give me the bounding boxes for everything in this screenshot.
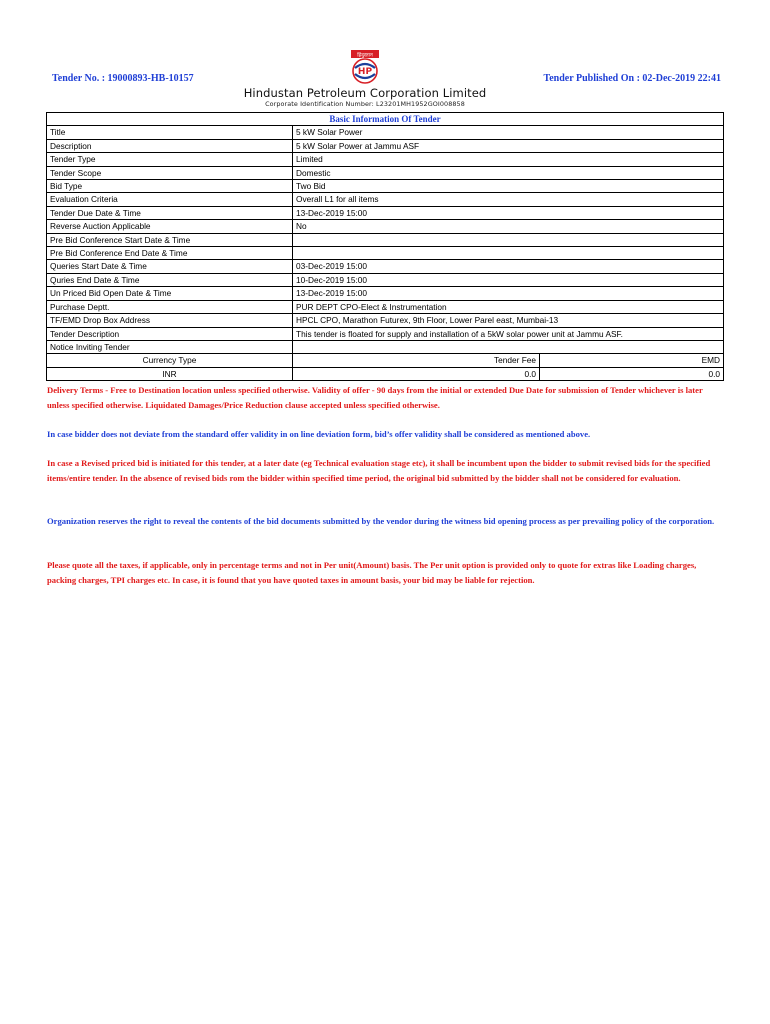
row-value: 5 kW Solar Power — [293, 126, 724, 139]
row-value: 5 kW Solar Power at Jammu ASF — [293, 139, 724, 152]
currency-type-header: Currency Type — [47, 354, 293, 367]
table-heading-row — [47, 113, 724, 126]
row-label: Tender Scope — [47, 166, 293, 179]
row-label: Purchase Deptt. — [47, 300, 293, 313]
table-row — [47, 247, 724, 260]
row-label: Notice Inviting Tender — [47, 340, 293, 353]
table-row — [47, 260, 724, 273]
row-value: 13-Dec-2019 15:00 — [293, 287, 724, 300]
logo-small-text: हिंदुस्तान — [357, 52, 373, 59]
table-row — [47, 193, 724, 206]
row-value — [293, 233, 724, 246]
table-row — [47, 300, 724, 313]
row-value: This tender is floated for supply and installation of a 5kW solar power unit at Jammu ASF. — [293, 327, 724, 340]
row-label: Queries Start Date & Time — [47, 260, 293, 273]
table-row — [47, 233, 724, 246]
emd-value: 0.0 — [540, 367, 724, 380]
row-value: Limited — [293, 153, 724, 166]
row-label: Un Priced Bid Open Date & Time — [47, 287, 293, 300]
table-row — [47, 314, 724, 327]
row-value: Domestic — [293, 166, 724, 179]
row-value: 13-Dec-2019 15:00 — [293, 206, 724, 219]
table-row — [47, 126, 724, 139]
row-value: 03-Dec-2019 15:00 — [293, 260, 724, 273]
tender-info-table — [46, 112, 724, 381]
taxes-note: Please quote all the taxes, if applicable, only in percentage terms and not in Per unit(Amount) basis. The Per unit option is provided only to quote for extras like Loading charges, packing charges, TPI charges etc. In case, it is found that you have quoted taxes in amount basis, your bid may be liable for rejection. — [47, 560, 697, 585]
table-row — [47, 327, 724, 340]
row-value: Two Bid — [293, 180, 724, 193]
row-value: 10-Dec-2019 15:00 — [293, 273, 724, 286]
table-row — [47, 166, 724, 179]
tender-fee-value: 0.0 — [293, 367, 540, 380]
table-row — [47, 273, 724, 286]
row-label: Title — [47, 126, 293, 139]
row-label: Quries End Date & Time — [47, 273, 293, 286]
table-row — [47, 139, 724, 152]
row-label: TF/EMD Drop Box Address — [47, 314, 293, 327]
row-label: Tender Description — [47, 327, 293, 340]
offer-validity-note: In case bidder does not deviate from the standard offer validity in on line deviation form, bid’s offer validity shall be considered as mentioned above. — [47, 429, 591, 439]
fee-header-row — [47, 354, 724, 367]
row-label: Description — [47, 139, 293, 152]
table-row — [47, 220, 724, 233]
tender-published-date: Tender Published On : 02-Dec-2019 22:41 — [543, 73, 721, 84]
table-heading: Basic Information Of Tender — [47, 113, 724, 126]
delivery-terms-note: Delivery Terms - Free to Destination location unless specified otherwise. Validity of offer - 90 days from the initial or extended Due Date for submission of Tender whichever is later unless specified otherwise. Liquidated Damages/Price Reduction clause accepted unless specified otherwise. — [47, 385, 703, 410]
row-label: Bid Type — [47, 180, 293, 193]
row-label: Tender Type — [47, 153, 293, 166]
hpcl-logo — [348, 49, 382, 87]
currency-type-value: INR — [47, 367, 293, 380]
row-value — [293, 247, 724, 260]
row-value: HPCL CPO, Marathon Futurex, 9th Floor, Lower Parel east, Mumbai-13 — [293, 314, 724, 327]
tender-number: Tender No. : 19000893-HB-10157 — [52, 73, 194, 84]
fee-value-row — [47, 367, 724, 380]
company-name: Hindustan Petroleum Corporation Limited — [243, 86, 487, 100]
revised-bid-note: In case a Revised priced bid is initiated for this tender, at a later date (eg Technical evaluation stage etc), it shall be incumbent upon the bidder to submit revised bids for the specified items/entire tender. In the absence of revised bids rom the bidder within specified time period, the original bid submitted by the bidder shall not be considered for evaluation. — [47, 458, 711, 483]
reveal-contents-note: Organization reserves the right to reveal the contents of the bid documents submitted by the vendor during the witness bid opening process as per prevailing policy of the corporation. — [47, 516, 715, 526]
row-label: Pre Bid Conference End Date & Time — [47, 247, 293, 260]
row-label: Reverse Auction Applicable — [47, 220, 293, 233]
logo-text: HP — [357, 67, 373, 77]
row-label: Pre Bid Conference Start Date & Time — [47, 233, 293, 246]
row-value: Overall L1 for all items — [293, 193, 724, 206]
table-row — [47, 153, 724, 166]
table-row — [47, 206, 724, 219]
row-value — [293, 340, 724, 353]
emd-header: EMD — [540, 354, 724, 367]
table-row — [47, 180, 724, 193]
tender-fee-header: Tender Fee — [293, 354, 540, 367]
row-value: PUR DEPT CPO-Elect & Instrumentation — [293, 300, 724, 313]
corporate-id: Corporate Identification Number: L23201MH1952GOI008858 — [265, 100, 465, 108]
row-label: Tender Due Date & Time — [47, 206, 293, 219]
table-row — [47, 340, 724, 353]
row-label: Evaluation Criteria — [47, 193, 293, 206]
row-value: No — [293, 220, 724, 233]
table-row — [47, 287, 724, 300]
